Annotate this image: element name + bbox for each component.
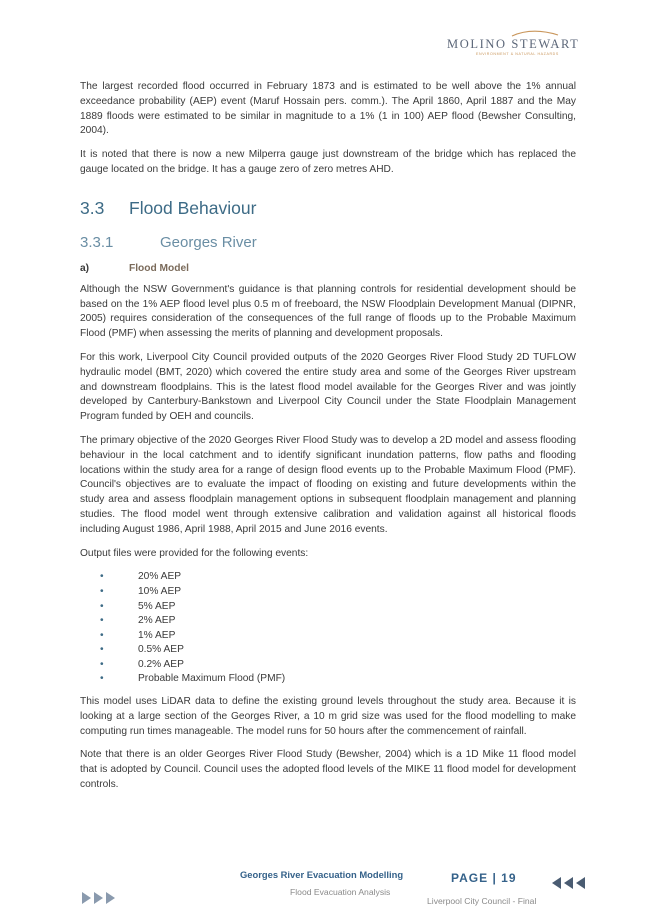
footer-title: Georges River Evacuation Modelling — [240, 869, 404, 880]
bullet-icon: • — [100, 615, 104, 627]
subsubsection-number: a) — [80, 262, 90, 274]
event-label: 10% AEP — [138, 585, 182, 597]
event-label: 0.2% AEP — [138, 658, 184, 670]
bullet-icon: • — [100, 585, 104, 597]
event-label: Probable Maximum Flood (PMF) — [138, 673, 286, 685]
subsubsection-heading — [80, 263, 576, 274]
event-label: 1% AEP — [138, 629, 176, 641]
page-content — [80, 80, 576, 802]
logo-tagline: ENVIRONMENT & NATURAL HAZARDS — [476, 52, 559, 56]
page-number: PAGE | 19 — [451, 871, 517, 885]
subsection-title: Georges River — [160, 233, 257, 251]
list-item — [80, 658, 576, 673]
section-number: 3.3 — [80, 197, 105, 218]
event-label: 5% AEP — [138, 600, 176, 612]
paragraph: For this work, Liverpool City Council provided outputs of the 2020 Georges River Flood Study 2D TUFLOW hydraulic model (BMT, 2020) which covered the entire study area and some of the Georges River upstream and downstream floodplains. This is the latest flood model available for the Georges River and was jointly developed by Canterbury-Bankstown and Liverpool City Council under the State Floodplain Management Program funded by OEH and councils. — [80, 351, 576, 423]
section-heading — [80, 198, 576, 219]
forward-arrows-icon — [82, 891, 122, 905]
subsubsection-title: Flood Model — [129, 262, 189, 274]
event-label: 2% AEP — [138, 615, 176, 627]
logo-name: MOLINO STEWART — [447, 37, 580, 51]
paragraph: It is noted that there is now a new Milperra gauge just downstream of the bridge which has replaced the gauge located on the bridge. It has a gauge zero of zero metres AHD. — [80, 149, 576, 175]
list-item — [80, 570, 576, 585]
footer-subtitle: Flood Evacuation Analysis — [290, 887, 391, 897]
bullet-icon: • — [100, 658, 104, 670]
footer-client: Liverpool City Council - Final — [427, 896, 537, 906]
list-item — [80, 672, 576, 687]
event-label: 20% AEP — [138, 571, 182, 583]
company-logo — [440, 28, 580, 62]
list-item — [80, 643, 576, 658]
list-item — [80, 629, 576, 644]
section-title: Flood Behaviour — [129, 197, 257, 218]
bullet-icon: • — [100, 629, 104, 641]
bullet-icon: • — [100, 571, 104, 583]
back-arrows-icon — [552, 876, 592, 890]
paragraph: The largest recorded flood occurred in February 1873 and is estimated to be well above the 1% annual exceedance probability (AEP) event (Maruf Hossain pers. comm.). The April 1860, April 1887 and the May 1889 floods were estimated to be similar in magnitude to a 1% (1 in 100) AEP flood (Bewsher Consulting, 2004). — [80, 81, 576, 137]
bullet-icon: • — [100, 673, 104, 685]
list-item — [80, 600, 576, 615]
subsection-heading — [80, 234, 576, 251]
list-item — [80, 585, 576, 600]
bullet-icon: • — [100, 644, 104, 656]
list-item — [80, 614, 576, 629]
paragraph: Output files were provided for the following events: — [80, 547, 309, 559]
paragraph: Although the NSW Government's guidance is that planning controls for residential development should be based on the 1% AEP flood level plus 0.5 m of freeboard, the NSW Floodplain Development Manual (DIPNR, 2005) requires consideration of the consequences of the full range of floods up to the Probable Maximum Flood (PMF) when assessing the merits of planning and development proposals. — [80, 283, 576, 340]
event-list — [80, 570, 576, 687]
event-label: 0.5% AEP — [138, 644, 184, 656]
paragraph: The primary objective of the 2020 Georges River Flood Study was to develop a 2D model and assess flooding behaviour in the local catchment and to identify significant inundation patterns, flow paths and flooding locations within the study area for a range of design flood events up to the Probable Maximum Flood (PMF). Council's objectives are to evaluate the impact of flooding on existing and future developments within the study area and assess floodplain management options in subsequent floodplain management and planning studies. The flood model went through extensive calibration and validation against all historical floods including August 1986, April 1988, April 2015 and June 2016 events. — [80, 434, 576, 535]
paragraph: This model uses LiDAR data to define the existing ground levels throughout the study area. Because it is looking at a large section of the Georges River, a 10 m grid size was used for the flood modelling to make computing run times manageable. The model runs for 50 hours after the commencement of rainfall. — [80, 696, 576, 737]
subsection-number: 3.3.1 — [80, 233, 114, 251]
bullet-icon: • — [100, 600, 104, 612]
paragraph: Note that there is an older Georges River Flood Study (Bewsher, 2004) which is a 1D Mike 11 flood model that is adopted by Council. Council uses the adopted flood levels of the MIKE 11 flood model for development controls. — [80, 749, 576, 791]
